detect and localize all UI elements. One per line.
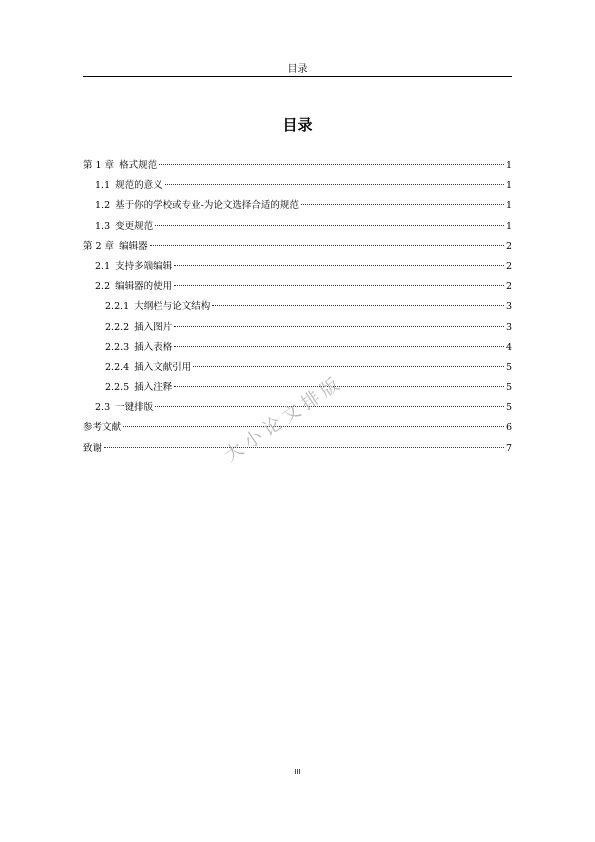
toc-entry-page: 4: [505, 341, 512, 353]
toc-dot-leader: [174, 326, 504, 327]
toc-entry[interactable]: [83, 257, 512, 277]
toc-dot-leader: [193, 366, 504, 367]
running-header: 目录: [287, 64, 308, 75]
toc-entry-number: 2.2.3: [105, 341, 130, 353]
toc-entry-title: 支持多端编辑: [115, 260, 173, 272]
toc-dot-leader: [174, 346, 504, 347]
toc-entry-page: 6: [505, 422, 512, 434]
toc-entry-page: 1: [505, 220, 512, 232]
toc-entry-number: 2.3: [95, 402, 111, 414]
toc-entry[interactable]: [83, 237, 512, 257]
toc-entry-title: 插入文献引用: [134, 361, 192, 373]
toc-entry[interactable]: [83, 378, 512, 398]
toc-entry[interactable]: [83, 217, 512, 237]
page-number: III: [294, 768, 301, 776]
toc-entry[interactable]: [83, 196, 512, 216]
toc-entry[interactable]: [83, 418, 512, 438]
header-rule: [83, 76, 512, 77]
toc-entry-page: 7: [505, 442, 512, 454]
toc-dot-leader: [174, 265, 504, 266]
toc-entry-page: 5: [505, 361, 512, 373]
toc-entry[interactable]: [83, 318, 512, 338]
toc-entry-number: 1.1: [95, 180, 111, 192]
toc-entry-title: 插入图片: [134, 321, 173, 333]
toc-entry-title: 插入表格: [134, 341, 173, 353]
toc-title: 目录: [282, 116, 313, 134]
toc-entry-page: 3: [505, 301, 512, 313]
toc-entry-title: 编辑器: [119, 240, 148, 252]
toc-entry-number: 1.3: [95, 220, 111, 232]
toc-dot-leader: [155, 225, 504, 226]
toc-entry[interactable]: [83, 156, 512, 176]
toc-entry-page: 1: [505, 160, 512, 171]
toc-entry-title: 致谢: [83, 442, 103, 454]
toc-entry-number: 2.2.1: [105, 301, 130, 313]
toc-entry-page: 2: [505, 281, 512, 293]
toc-entry-title: 大纲栏与论文结构: [134, 301, 211, 313]
watermark-text: 大小论文排版: [222, 371, 348, 467]
toc-dot-leader: [165, 184, 504, 185]
toc-entry[interactable]: [83, 297, 512, 317]
toc-dot-leader: [150, 245, 504, 246]
toc-entry-page: 5: [505, 382, 512, 394]
toc-entry[interactable]: [83, 338, 512, 358]
toc-entry-number: 第 2 章: [83, 240, 115, 252]
toc-entry[interactable]: [83, 398, 512, 418]
toc-entry-page: 2: [505, 240, 512, 252]
toc-dot-leader: [155, 406, 504, 407]
toc-entry[interactable]: [83, 439, 512, 459]
toc-entry-page: 3: [505, 321, 512, 333]
toc-dot-leader: [174, 386, 504, 387]
toc-dot-leader: [159, 164, 504, 165]
toc-entry-title: 变更规范: [115, 220, 154, 232]
toc-entry-title: 规范的意义: [115, 180, 163, 192]
toc-dot-leader: [123, 426, 504, 427]
toc-entry-page: 5: [505, 402, 512, 414]
toc-entry-number: 2.1: [95, 260, 111, 272]
table-of-contents: [83, 156, 512, 459]
toc-entry-number: 2.2.4: [105, 361, 130, 373]
toc-entry-title: 基于你的学校或专业-为论文选择合适的规范: [115, 200, 299, 212]
toc-entry-number: 1.2: [95, 200, 111, 212]
toc-entry-page: 2: [505, 260, 512, 272]
toc-entry[interactable]: [83, 358, 512, 378]
toc-entry[interactable]: [83, 176, 512, 196]
toc-entry-title: 一键排版: [115, 402, 154, 414]
toc-entry-title: 参考文献: [83, 422, 122, 434]
toc-dot-leader: [104, 447, 504, 448]
toc-entry-title: 格式规范: [119, 160, 158, 171]
toc-entry[interactable]: [83, 277, 512, 297]
toc-entry-number: 第 1 章: [83, 160, 115, 171]
toc-entry-title: 插入注释: [134, 382, 173, 394]
toc-dot-leader: [301, 204, 504, 205]
toc-entry-number: 2.2.5: [105, 382, 130, 394]
toc-dot-leader: [212, 305, 504, 306]
toc-entry-page: 1: [505, 180, 512, 192]
toc-entry-number: 2.2.2: [105, 321, 130, 333]
toc-entry-title: 编辑器的使用: [115, 281, 173, 293]
toc-entry-page: 1: [505, 200, 512, 212]
toc-dot-leader: [174, 285, 504, 286]
toc-entry-number: 2.2: [95, 281, 111, 293]
